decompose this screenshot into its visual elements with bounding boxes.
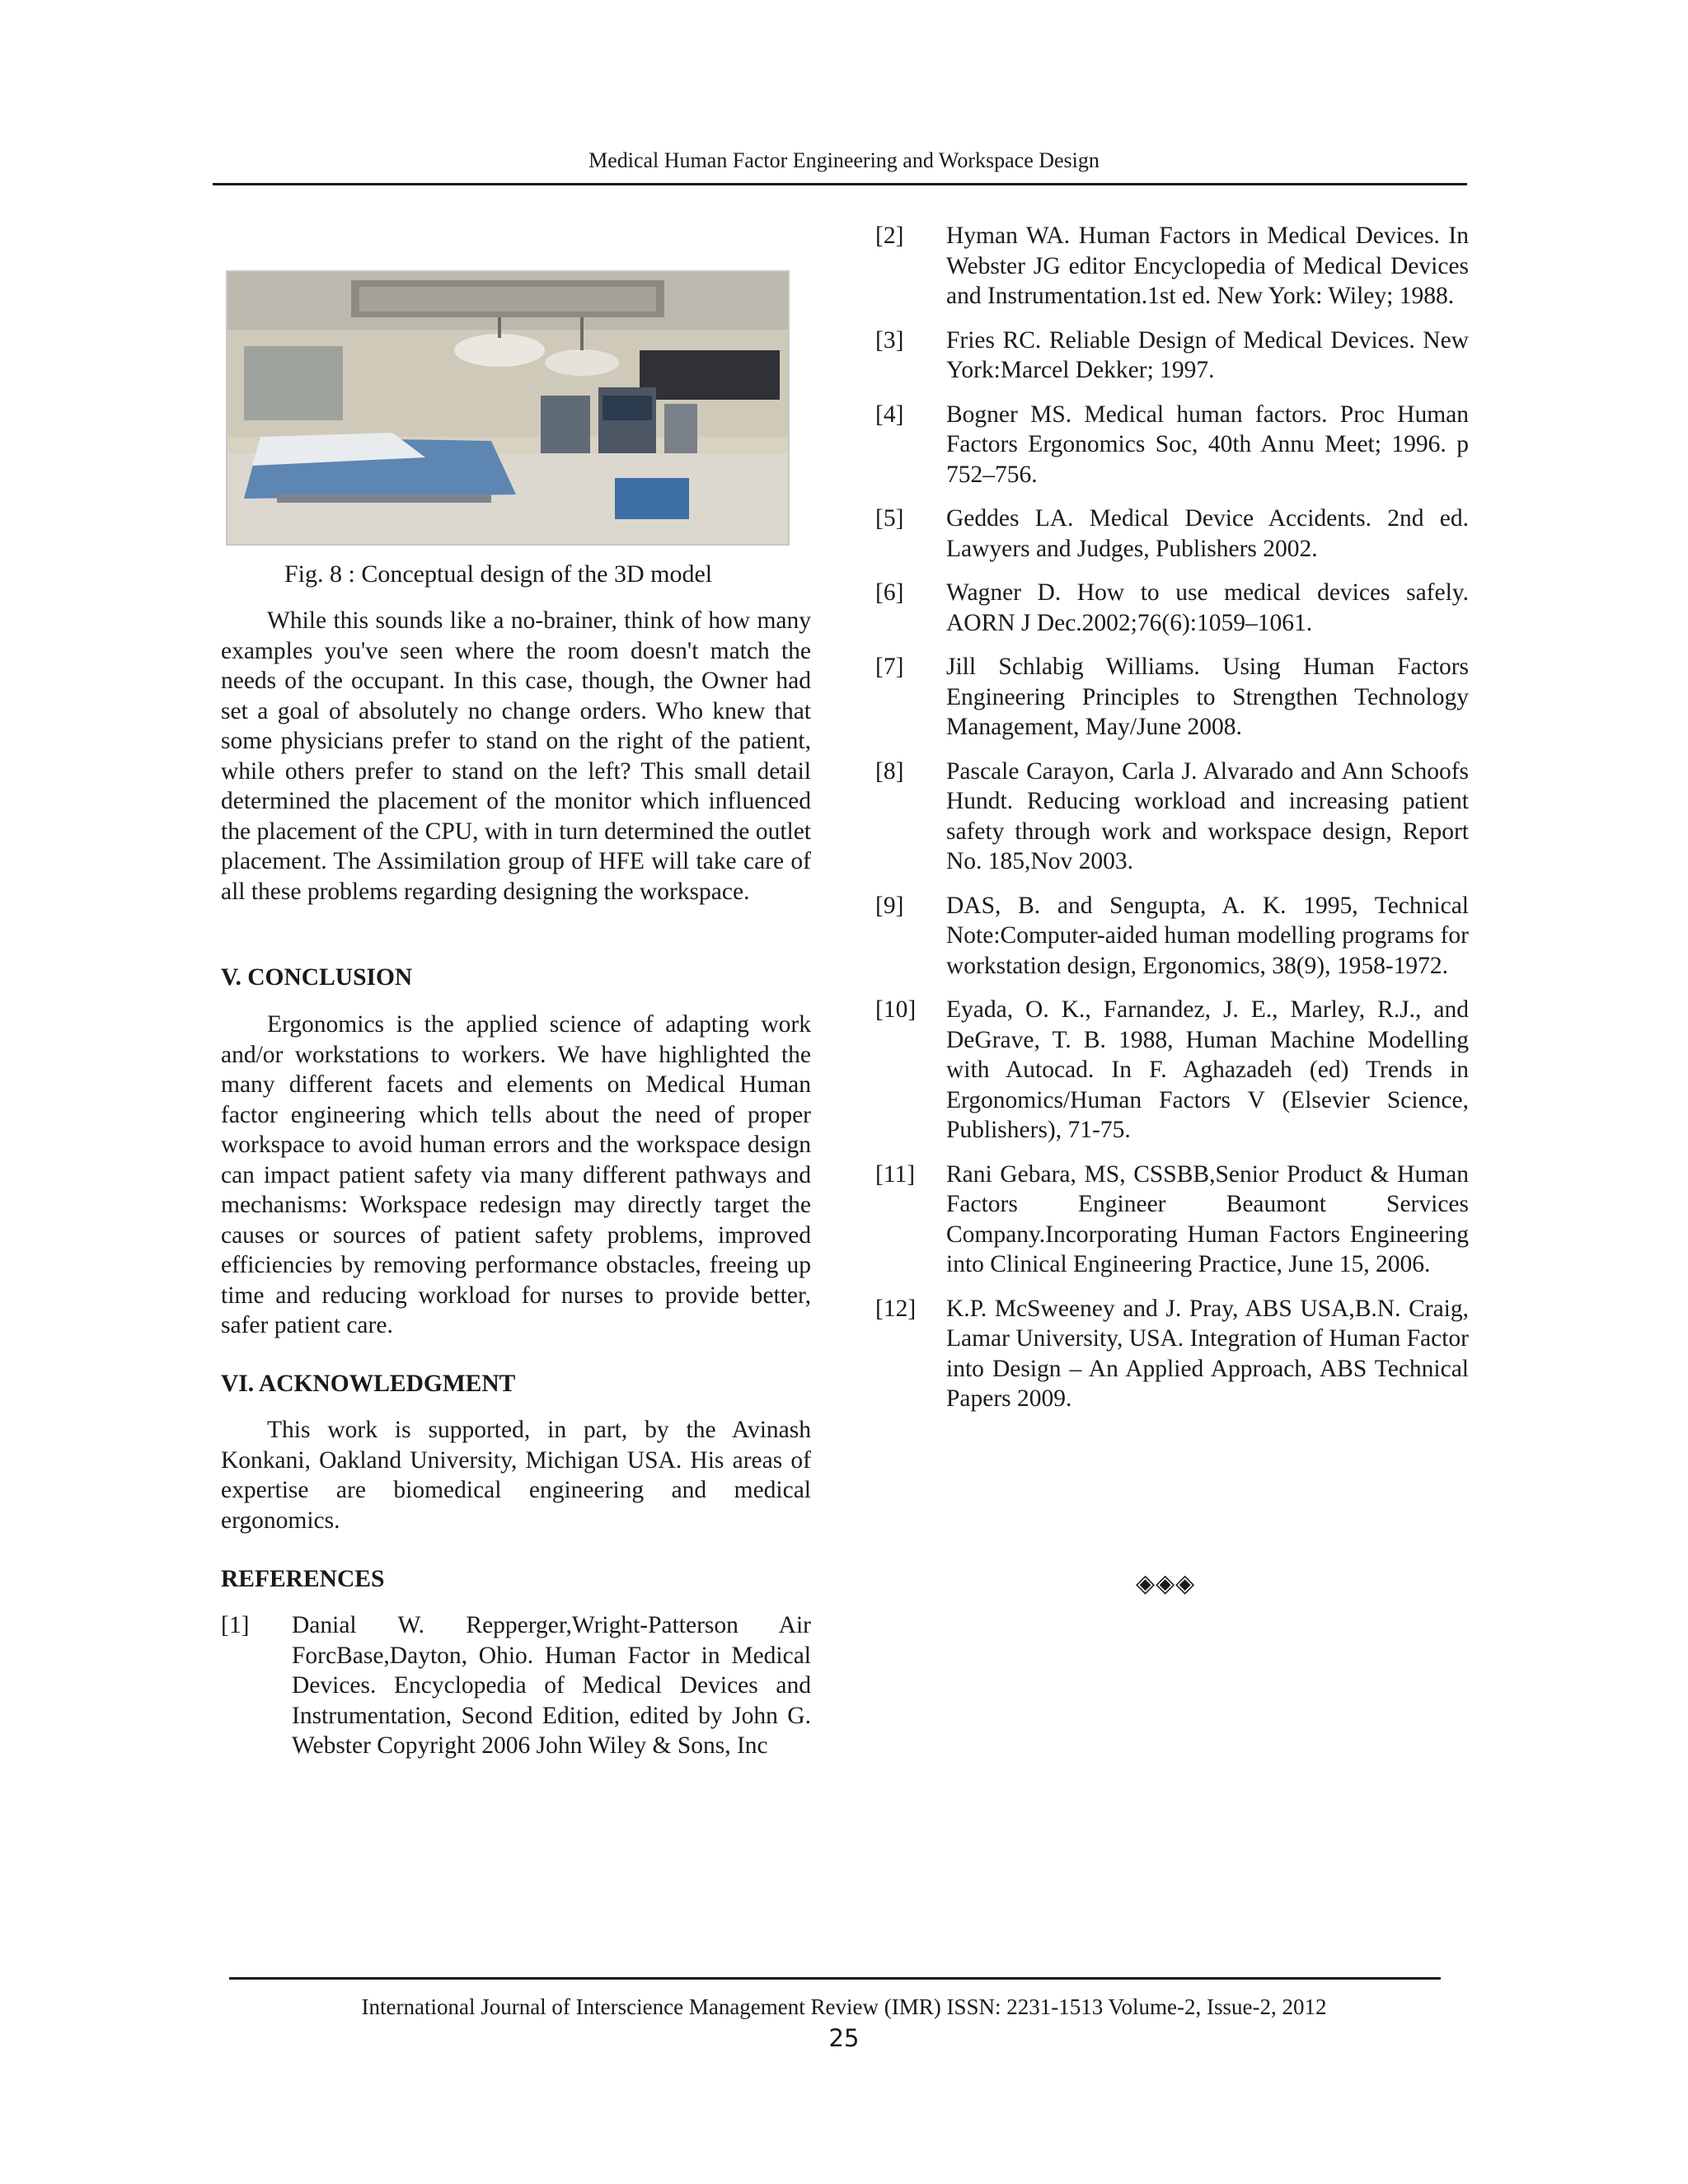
reference-text: Hyman WA. Human Factors in Medical Devices. In Webster JG editor Encyclopedia of Medical Devices and Instrumentation.1st ed. New York: Wiley; 1988. — [946, 223, 1469, 309]
reference-number: [3] — [875, 326, 904, 354]
reference-text: Jill Schlabig Williams. Using Human Factors Engineering Principles to Strengthen Technology Management, May/June 2008. — [946, 654, 1469, 740]
reference-item — [875, 400, 1469, 490]
reference-item — [875, 221, 1469, 312]
reference-item — [875, 504, 1469, 564]
reference-number: [6] — [875, 579, 904, 606]
references-heading: REFERENCES — [221, 1566, 385, 1592]
references-list-right — [875, 221, 1469, 1428]
page-number: 25 — [828, 2024, 860, 2052]
acknowledgment-heading: VI. ACKNOWLEDGMENT — [221, 1371, 516, 1397]
reference-text: Fries RC. Reliable Design of Medical Devices. New York:Marcel Dekker; 1997. — [946, 326, 1469, 383]
reference-text: Bogner MS. Medical human factors. Proc Human Factors Ergonomics Soc, 40th Annu Meet; 1996. p 752–756. — [946, 401, 1469, 488]
reference-text: Pascale Carayon, Carla J. Alvarado and Ann Schoofs Hundt. Reducing workload and increasing patient safety through work and workspace design, Report No. 185,Nov 2003. — [946, 757, 1469, 874]
reference-text: Wagner D. How to use medical devices safely. AORN J Dec.2002;76(6):1059–1061. — [946, 579, 1469, 636]
reference-number: [9] — [875, 892, 904, 919]
reference-text: DAS, B. and Sengupta, A. K. 1995, Technical Note:Computer-aided human modelling programs for workstation design, Ergonomics, 38(9), 1958-1972. — [946, 892, 1469, 979]
reference-text: K.P. McSweeney and J. Pray, ABS USA,B.N. Craig, Lamar University, USA. Integration of Human Factor into Design – An Applied Approach, ABS Technical Papers 2009. — [946, 1295, 1469, 1412]
header-rule — [213, 183, 1467, 185]
footer-rule — [229, 1977, 1441, 1980]
reference-number: [11] — [875, 1160, 916, 1188]
reference-text: Eyada, O. K., Farnandez, J. E., Marley, R.J., and DeGrave, T. B. 1988, Human Machine Modelling with Autocad. In F. Aghazadeh (ed) Trends in Ergonomics/Human Factors V (Elsevier Science, Publishers), 71-75. — [946, 996, 1469, 1143]
conclusion-paragraph: Ergonomics is the applied science of adapting work and/or workstations to workers. We have highlighted the many different facets and elements on Medical Human factor engineering which tells about the need of proper workspace to avoid human errors and the workspace design can impact patient safety via many different pathways and mechanisms: Workspace redesign may directly target the causes or sources of patient safety problems, improved efficiencies by removing performance obstacles, freeing up time and reducing workload for nurses to provide better, safer patient care. — [221, 1011, 811, 1338]
figure-caption: Fig. 8 : Conceptual design of the 3D model — [284, 560, 713, 588]
reference-item — [875, 891, 1469, 982]
reference-item — [875, 1294, 1469, 1414]
reference-text: Geddes LA. Medical Device Accidents. 2nd ed. Lawyers and Judges, Publishers 2002. — [946, 505, 1469, 562]
reference-item — [875, 757, 1469, 877]
conclusion-heading: V. CONCLUSION — [221, 964, 413, 991]
reference-item — [875, 652, 1469, 743]
references-list-left — [221, 1610, 811, 1775]
reference-item — [875, 1160, 1469, 1280]
reference-item — [221, 1610, 811, 1761]
journal-footer: International Journal of Interscience Management Review (IMR) ISSN: 2231-1513 Volume-2, Issue-2, 2012 — [361, 1994, 1327, 2019]
reference-number: [5] — [875, 505, 904, 532]
reference-text: Rani Gebara, MS, CSSBB,Senior Product & Human Factors Engineer Beaumont Services Company.Incorporating Human Factors Engineering into Clinical Engineering Practice, June 15, 2006. — [946, 1160, 1469, 1277]
body-paragraph: While this sounds like a no-brainer, think of how many examples you've seen where the room doesn't match the needs of the occupant. In this case, though, the Owner had set a goal of absolutely no change orders. Who knew that some physicians prefer to stand on the right of the patient, while others prefer to stand on the left? This small detail determined the placement of the monitor which influenced the placement of the CPU, with in turn determined the outlet placement. The Assimilation group of HFE will take care of all these problems regarding designing the workspace. — [221, 607, 811, 905]
reference-number: [1] — [221, 1612, 250, 1638]
acknowledgment-section — [221, 1415, 811, 1535]
reference-item — [875, 578, 1469, 638]
running-header: Medical Human Factor Engineering and Workspace Design — [588, 148, 1100, 172]
acknowledgment-paragraph: This work is supported, in part, by the Avinash Konkani, Oakland University, Michigan USA. His areas of expertise are biomedical engineering and medical ergonomics. — [221, 1417, 811, 1534]
reference-number: [4] — [875, 401, 904, 428]
reference-text: Danial W. Repperger,Wright-Patterson Air ForcBase,Dayton, Ohio. Human Factor in Medical Devices. Encyclopedia of Medical Devices and Instrumentation, Second Edition, edited by John G. Webster Copyright 2006 John Wiley & Sons, Inc — [292, 1612, 811, 1759]
reference-number: [10] — [875, 996, 917, 1023]
end-of-article-mark: ◈◈◈ — [1136, 1570, 1196, 1597]
reference-item — [875, 326, 1469, 386]
reference-number: [2] — [875, 223, 904, 249]
operating-room-photo — [226, 270, 790, 546]
left-column — [221, 606, 811, 907]
reference-number: [7] — [875, 654, 904, 680]
reference-number: [8] — [875, 757, 904, 785]
reference-number: [12] — [875, 1295, 917, 1322]
reference-item — [875, 995, 1469, 1146]
conclusion-section — [221, 1010, 811, 1341]
